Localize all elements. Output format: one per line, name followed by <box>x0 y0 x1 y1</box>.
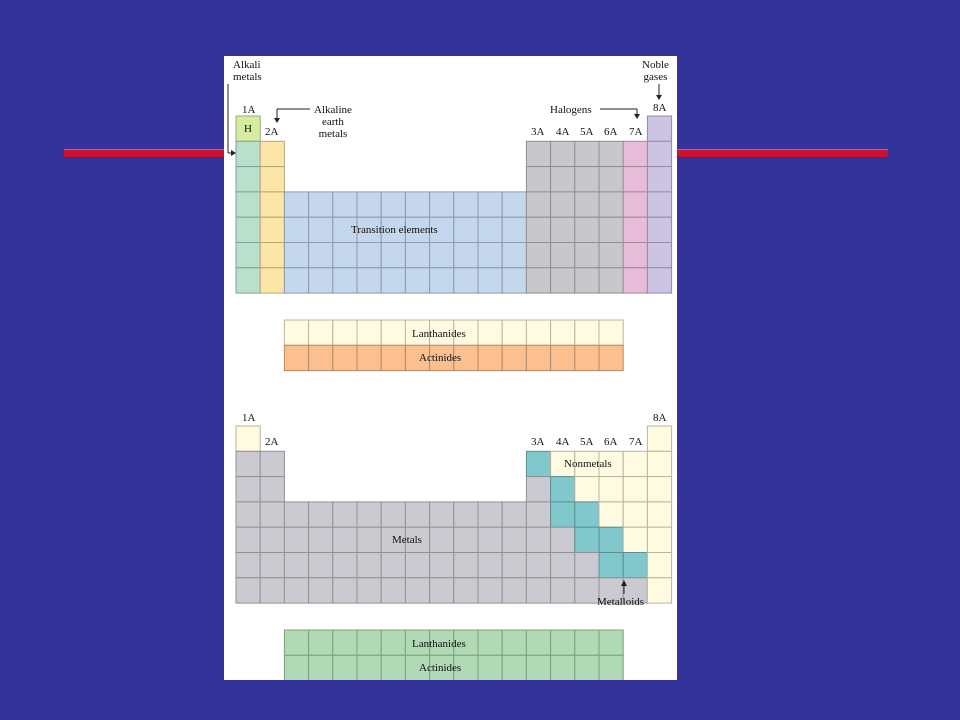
element-cell <box>599 167 623 192</box>
lanthanide-cell <box>309 630 333 655</box>
element-cell <box>333 578 357 603</box>
element-cell <box>333 192 357 217</box>
element-cell <box>430 192 454 217</box>
element-cell <box>284 578 308 603</box>
element-cell <box>236 167 260 192</box>
lanthanide-cell <box>599 320 623 345</box>
element-cell <box>599 502 623 527</box>
actinide-cell <box>551 345 575 370</box>
element-cell <box>599 217 623 242</box>
actinide-cell <box>309 655 333 680</box>
metals-label: Metals <box>392 534 422 546</box>
element-cell <box>309 553 333 578</box>
element-cell <box>575 192 599 217</box>
actinide-cell <box>575 655 599 680</box>
actinides-label-bottom: Actinides <box>419 662 462 674</box>
element-cell <box>454 243 478 268</box>
group-8a-label-top: 8A <box>653 102 667 114</box>
element-cell <box>309 192 333 217</box>
element-cell <box>405 553 429 578</box>
element-cell <box>647 192 671 217</box>
group-4a-label-top: 4A <box>556 126 570 138</box>
element-cell <box>623 192 647 217</box>
lanthanide-cell <box>526 630 550 655</box>
actinide-cell <box>478 345 502 370</box>
element-cell <box>284 553 308 578</box>
element-cell <box>526 268 550 293</box>
actinide-cell <box>551 655 575 680</box>
element-cell <box>405 268 429 293</box>
element-cell <box>575 268 599 293</box>
element-cell <box>551 243 575 268</box>
element-cell <box>236 553 260 578</box>
element-cell <box>260 192 284 217</box>
actinide-cell <box>526 655 550 680</box>
element-cell <box>236 527 260 552</box>
element-cell <box>526 553 550 578</box>
element-cell <box>599 141 623 166</box>
element-cell <box>309 578 333 603</box>
actinide-cell <box>478 655 502 680</box>
element-cell <box>647 502 671 527</box>
noble-arrow-head <box>656 95 662 100</box>
element-cell <box>623 167 647 192</box>
element-cell <box>381 243 405 268</box>
actinide-cell <box>333 655 357 680</box>
group-7a-label-top: 7A <box>629 126 643 138</box>
lanthanide-cell <box>551 320 575 345</box>
element-cell <box>526 578 550 603</box>
lanthanide-cell <box>551 630 575 655</box>
element-cell <box>381 268 405 293</box>
element-cell <box>260 451 284 476</box>
element-cell <box>502 217 526 242</box>
lanthanide-cell <box>357 630 381 655</box>
actinide-cell <box>526 345 550 370</box>
element-cell <box>551 553 575 578</box>
actinides-label-top: Actinides <box>419 352 462 364</box>
element-cell <box>236 141 260 166</box>
element-cell <box>430 268 454 293</box>
element-cell <box>405 578 429 603</box>
element-cell <box>551 268 575 293</box>
element-cell <box>284 217 308 242</box>
element-cell <box>454 192 478 217</box>
element-cell <box>551 502 575 527</box>
lanthanides-label-top: Lanthanides <box>412 328 466 340</box>
element-cell <box>551 192 575 217</box>
element-cell <box>647 477 671 502</box>
element-cell <box>526 217 550 242</box>
element-cell <box>236 217 260 242</box>
element-cell <box>478 192 502 217</box>
element-cell <box>478 502 502 527</box>
element-cell <box>236 477 260 502</box>
group-5a-label-top: 5A <box>580 126 594 138</box>
element-cell <box>575 553 599 578</box>
lanthanide-cell <box>357 320 381 345</box>
noble-gases-label: Noble gases <box>642 59 669 83</box>
element-cell <box>599 268 623 293</box>
element-cell <box>357 268 381 293</box>
lanthanide-cell <box>333 320 357 345</box>
element-cell <box>575 167 599 192</box>
element-cell <box>333 502 357 527</box>
element-cell <box>623 217 647 242</box>
group-3a-label-bottom: 3A <box>531 436 545 448</box>
element-cell <box>284 502 308 527</box>
element-cell <box>284 527 308 552</box>
element-cell <box>333 553 357 578</box>
element-cell <box>575 243 599 268</box>
element-cell <box>647 243 671 268</box>
element-cell <box>575 527 599 552</box>
element-cell <box>526 243 550 268</box>
element-cell <box>502 268 526 293</box>
element-cell <box>551 578 575 603</box>
element-cell <box>381 502 405 527</box>
element-cell <box>575 141 599 166</box>
element-cell <box>623 527 647 552</box>
element-cell <box>575 578 599 603</box>
element-cell <box>551 477 575 502</box>
element-cell <box>551 141 575 166</box>
element-cell <box>575 502 599 527</box>
element-cell <box>575 217 599 242</box>
element-cell <box>260 553 284 578</box>
lanthanide-cell <box>478 630 502 655</box>
lanthanide-cell <box>526 320 550 345</box>
element-cell <box>502 553 526 578</box>
element-cell <box>236 426 260 451</box>
periodic-table-figure <box>224 56 677 680</box>
element-cell <box>236 192 260 217</box>
element-cell <box>454 217 478 242</box>
element-cell <box>647 217 671 242</box>
element-cell <box>236 451 260 476</box>
red-line-left <box>64 149 226 158</box>
element-cell <box>478 268 502 293</box>
element-cell <box>430 527 454 552</box>
element-cell <box>502 192 526 217</box>
element-cell <box>236 268 260 293</box>
element-cell <box>647 426 671 451</box>
group-2a-label-top: 2A <box>265 126 279 138</box>
element-cell <box>551 217 575 242</box>
red-line-right <box>676 149 888 158</box>
actinide-cell <box>357 655 381 680</box>
element-cell <box>309 268 333 293</box>
element-cell <box>599 527 623 552</box>
element-cell <box>309 217 333 242</box>
element-cell <box>526 167 550 192</box>
element-cell <box>647 141 671 166</box>
group-2a-label-bottom: 2A <box>265 436 279 448</box>
element-cell <box>236 502 260 527</box>
lanthanides-label-bottom: Lanthanides <box>412 638 466 650</box>
element-cell <box>357 527 381 552</box>
element-cell <box>309 502 333 527</box>
group-8a-label-bottom: 8A <box>653 412 667 424</box>
actinide-cell <box>575 345 599 370</box>
hydrogen-symbol: H <box>244 123 252 135</box>
element-cell <box>260 477 284 502</box>
element-cell <box>599 243 623 268</box>
lanthanide-cell <box>284 630 308 655</box>
element-cell <box>647 451 671 476</box>
element-cell <box>526 502 550 527</box>
element-cell <box>454 268 478 293</box>
element-cell <box>647 578 671 603</box>
lanthanide-cell <box>575 320 599 345</box>
lanthanide-cell <box>599 630 623 655</box>
group-5a-label-bottom: 5A <box>580 436 594 448</box>
element-cell <box>623 451 647 476</box>
lanthanide-cell <box>575 630 599 655</box>
group-1a-label-top: 1A <box>242 104 256 116</box>
halogens-label: Halogens <box>550 104 592 116</box>
lanthanide-cell <box>284 320 308 345</box>
periodic-table-cells <box>224 56 677 680</box>
lanthanide-cell <box>502 630 526 655</box>
alkaline-earth-metals-label: Alkaline earth metals <box>314 104 352 140</box>
lanthanide-cell <box>309 320 333 345</box>
element-cell <box>478 243 502 268</box>
element-cell <box>454 578 478 603</box>
lanthanide-cell <box>333 630 357 655</box>
actinide-cell <box>284 345 308 370</box>
actinide-cell <box>381 655 405 680</box>
element-cell <box>599 553 623 578</box>
lanthanide-cell <box>478 320 502 345</box>
element-cell <box>284 243 308 268</box>
element-cell <box>357 243 381 268</box>
element-cell <box>260 578 284 603</box>
element-cell <box>309 243 333 268</box>
element-cell <box>430 502 454 527</box>
group-6a-label-top: 6A <box>604 126 618 138</box>
actinide-cell <box>502 655 526 680</box>
element-cell <box>599 192 623 217</box>
group-6a-label-bottom: 6A <box>604 436 618 448</box>
element-cell <box>430 578 454 603</box>
actinide-cell <box>502 345 526 370</box>
element-cell <box>623 141 647 166</box>
element-cell <box>478 553 502 578</box>
actinide-cell <box>357 345 381 370</box>
element-cell <box>575 477 599 502</box>
group-4a-label-bottom: 4A <box>556 436 570 448</box>
element-cell <box>478 527 502 552</box>
element-cell <box>357 192 381 217</box>
element-cell <box>430 553 454 578</box>
element-cell <box>623 268 647 293</box>
element-cell <box>381 578 405 603</box>
element-cell <box>430 243 454 268</box>
element-cell <box>623 477 647 502</box>
element-cell <box>260 167 284 192</box>
element-cell <box>260 527 284 552</box>
element-cell <box>502 527 526 552</box>
element-cell <box>502 578 526 603</box>
element-cell <box>381 553 405 578</box>
group-3a-label-top: 3A <box>531 126 545 138</box>
element-cell <box>236 578 260 603</box>
element-cell <box>357 578 381 603</box>
actinide-cell <box>284 655 308 680</box>
element-cell <box>478 217 502 242</box>
element-cell <box>454 527 478 552</box>
element-cell <box>623 243 647 268</box>
element-cell <box>647 268 671 293</box>
metalloids-label: Metalloids <box>597 596 645 608</box>
element-cell <box>260 243 284 268</box>
element-cell <box>502 243 526 268</box>
element-cell <box>260 502 284 527</box>
element-cell <box>551 167 575 192</box>
element-cell <box>260 141 284 166</box>
element-cell <box>526 477 550 502</box>
alkaline-arrow-head <box>274 118 280 123</box>
halogens-arrow-head <box>634 114 640 119</box>
lanthanide-cell <box>381 320 405 345</box>
element-cell <box>333 243 357 268</box>
element-cell <box>284 192 308 217</box>
element-cell <box>647 553 671 578</box>
element-cell <box>284 268 308 293</box>
element-cell <box>647 116 671 141</box>
element-cell <box>405 502 429 527</box>
group-7a-label-bottom: 7A <box>629 436 643 448</box>
element-cell <box>526 451 550 476</box>
element-cell <box>623 502 647 527</box>
alkali-metals-label: Alkali metals <box>233 59 262 83</box>
lanthanide-cell <box>381 630 405 655</box>
element-cell <box>478 578 502 603</box>
element-cell <box>526 527 550 552</box>
transition-elements-label: Transition elements <box>351 224 438 236</box>
element-cell <box>623 553 647 578</box>
lanthanide-cell <box>502 320 526 345</box>
alkali-arrow-head <box>231 150 236 156</box>
element-cell <box>260 268 284 293</box>
element-cell <box>309 527 333 552</box>
actinide-cell <box>309 345 333 370</box>
element-cell <box>333 527 357 552</box>
element-cell <box>405 192 429 217</box>
element-cell <box>526 192 550 217</box>
actinide-cell <box>599 655 623 680</box>
element-cell <box>454 553 478 578</box>
element-cell <box>647 167 671 192</box>
element-cell <box>260 217 284 242</box>
actinide-cell <box>333 345 357 370</box>
actinide-cell <box>381 345 405 370</box>
nonmetals-label: Nonmetals <box>564 458 612 470</box>
element-cell <box>454 502 478 527</box>
element-cell <box>357 553 381 578</box>
element-cell <box>526 141 550 166</box>
element-cell <box>502 502 526 527</box>
element-cell <box>647 527 671 552</box>
element-cell <box>381 192 405 217</box>
element-cell <box>357 502 381 527</box>
group-1a-label-bottom: 1A <box>242 412 256 424</box>
element-cell <box>236 243 260 268</box>
element-cell <box>599 477 623 502</box>
element-cell <box>405 243 429 268</box>
element-cell <box>333 268 357 293</box>
actinide-cell <box>599 345 623 370</box>
element-cell <box>551 527 575 552</box>
